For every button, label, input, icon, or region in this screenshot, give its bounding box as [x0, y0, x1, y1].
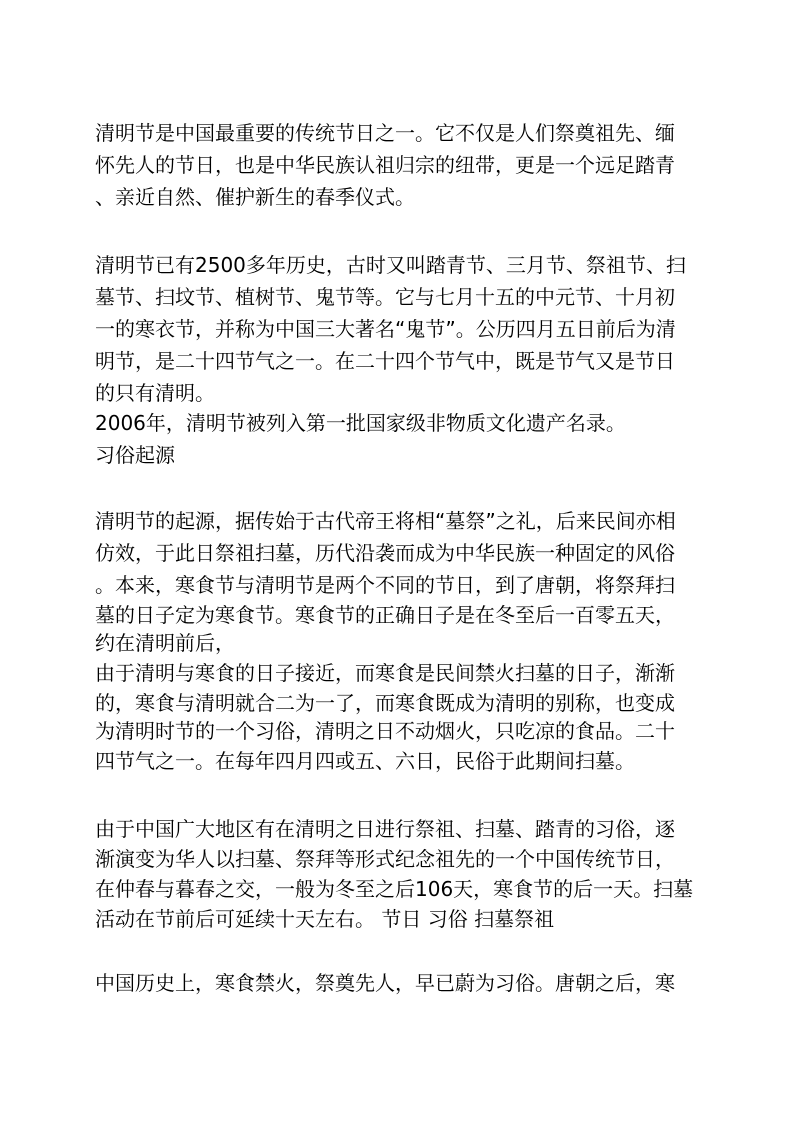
paragraph-4-line-4: 活动在节前后可延续十天左右。 节日 习俗 扫墓祭祖 — [95, 907, 555, 931]
paragraph-3-line-5: 约在清明前后， — [95, 631, 235, 655]
paragraph-3-line-7: 的，寒食与清明就合二为一了，而寒食既成为清明的别称，也变成 — [95, 691, 675, 715]
paragraph-3-line-2: 仿效，于此日祭祖扫墓，历代沿袭而成为中华民族一种固定的风俗 — [95, 541, 675, 565]
paragraph-5-line-1: 中国历史上，寒食禁火，祭奠先人，早已蔚为习俗。唐朝之后，寒 — [95, 971, 675, 995]
paragraph-3-line-3: 。本来，寒食节与清明节是两个不同的节日，到了唐朝，将祭拜扫 — [95, 573, 675, 597]
paragraph-1-line-1: 清明节是中国最重要的传统节日之一。它不仅是人们祭奠祖先、缅 — [95, 121, 675, 145]
paragraph-3-line-4: 墓的日子定为寒食节。寒食节的正确日子是在冬至后一百零五天， — [95, 603, 675, 627]
heritage-line: 2006年，清明节被列入第一批国家级非物质文化遗产名录。 — [95, 411, 626, 435]
paragraph-2-line-4: 明节，是二十四节气之一。在二十四个节气中，既是节气又是节日 — [95, 349, 675, 373]
section-heading: 习俗起源 — [95, 443, 175, 467]
paragraph-3-line-1: 清明节的起源，据传始于古代帝王将相“墓祭”之礼，后来民间亦相 — [95, 509, 676, 533]
paragraph-3-line-6: 由于清明与寒食的日子接近，而寒食是民间禁火扫墓的日子，渐渐 — [95, 661, 675, 685]
paragraph-2-line-3: 一的寒衣节，并称为中国三大著名“鬼节”。公历四月五日前后为清 — [95, 317, 676, 341]
paragraph-2-line-1: 清明节已有2500多年历史，古时又叫踏青节、三月节、祭祖节、扫 — [95, 253, 686, 277]
paragraph-4-line-1: 由于中国广大地区有在清明之日进行祭祖、扫墓、踏青的习俗，逐 — [95, 817, 675, 841]
paragraph-4-line-2: 渐演变为华人以扫墓、祭拜等形式纪念祖先的一个中国传统节日， — [95, 847, 675, 871]
paragraph-2-line-5: 的只有清明。 — [95, 381, 215, 405]
paragraph-3-line-8: 为清明时节的一个习俗，清明之日不动烟火，只吃凉的食品。二十 — [95, 719, 675, 743]
paragraph-4-line-3: 在仲春与暮春之交，一般为冬至之后106天，寒食节的后一天。扫墓 — [95, 877, 694, 901]
paragraph-2-line-2: 墓节、扫坟节、植树节、鬼节等。它与七月十五的中元节、十月初 — [95, 285, 675, 309]
paragraph-1-line-2: 怀先人的节日，也是中华民族认祖归宗的纽带，更是一个远足踏青 — [95, 153, 675, 177]
paragraph-1-line-3: 、亲近自然、催护新生的春季仪式。 — [95, 185, 415, 209]
paragraph-3-line-9: 四节气之一。在每年四月四或五、六日，民俗于此期间扫墓。 — [95, 749, 635, 773]
